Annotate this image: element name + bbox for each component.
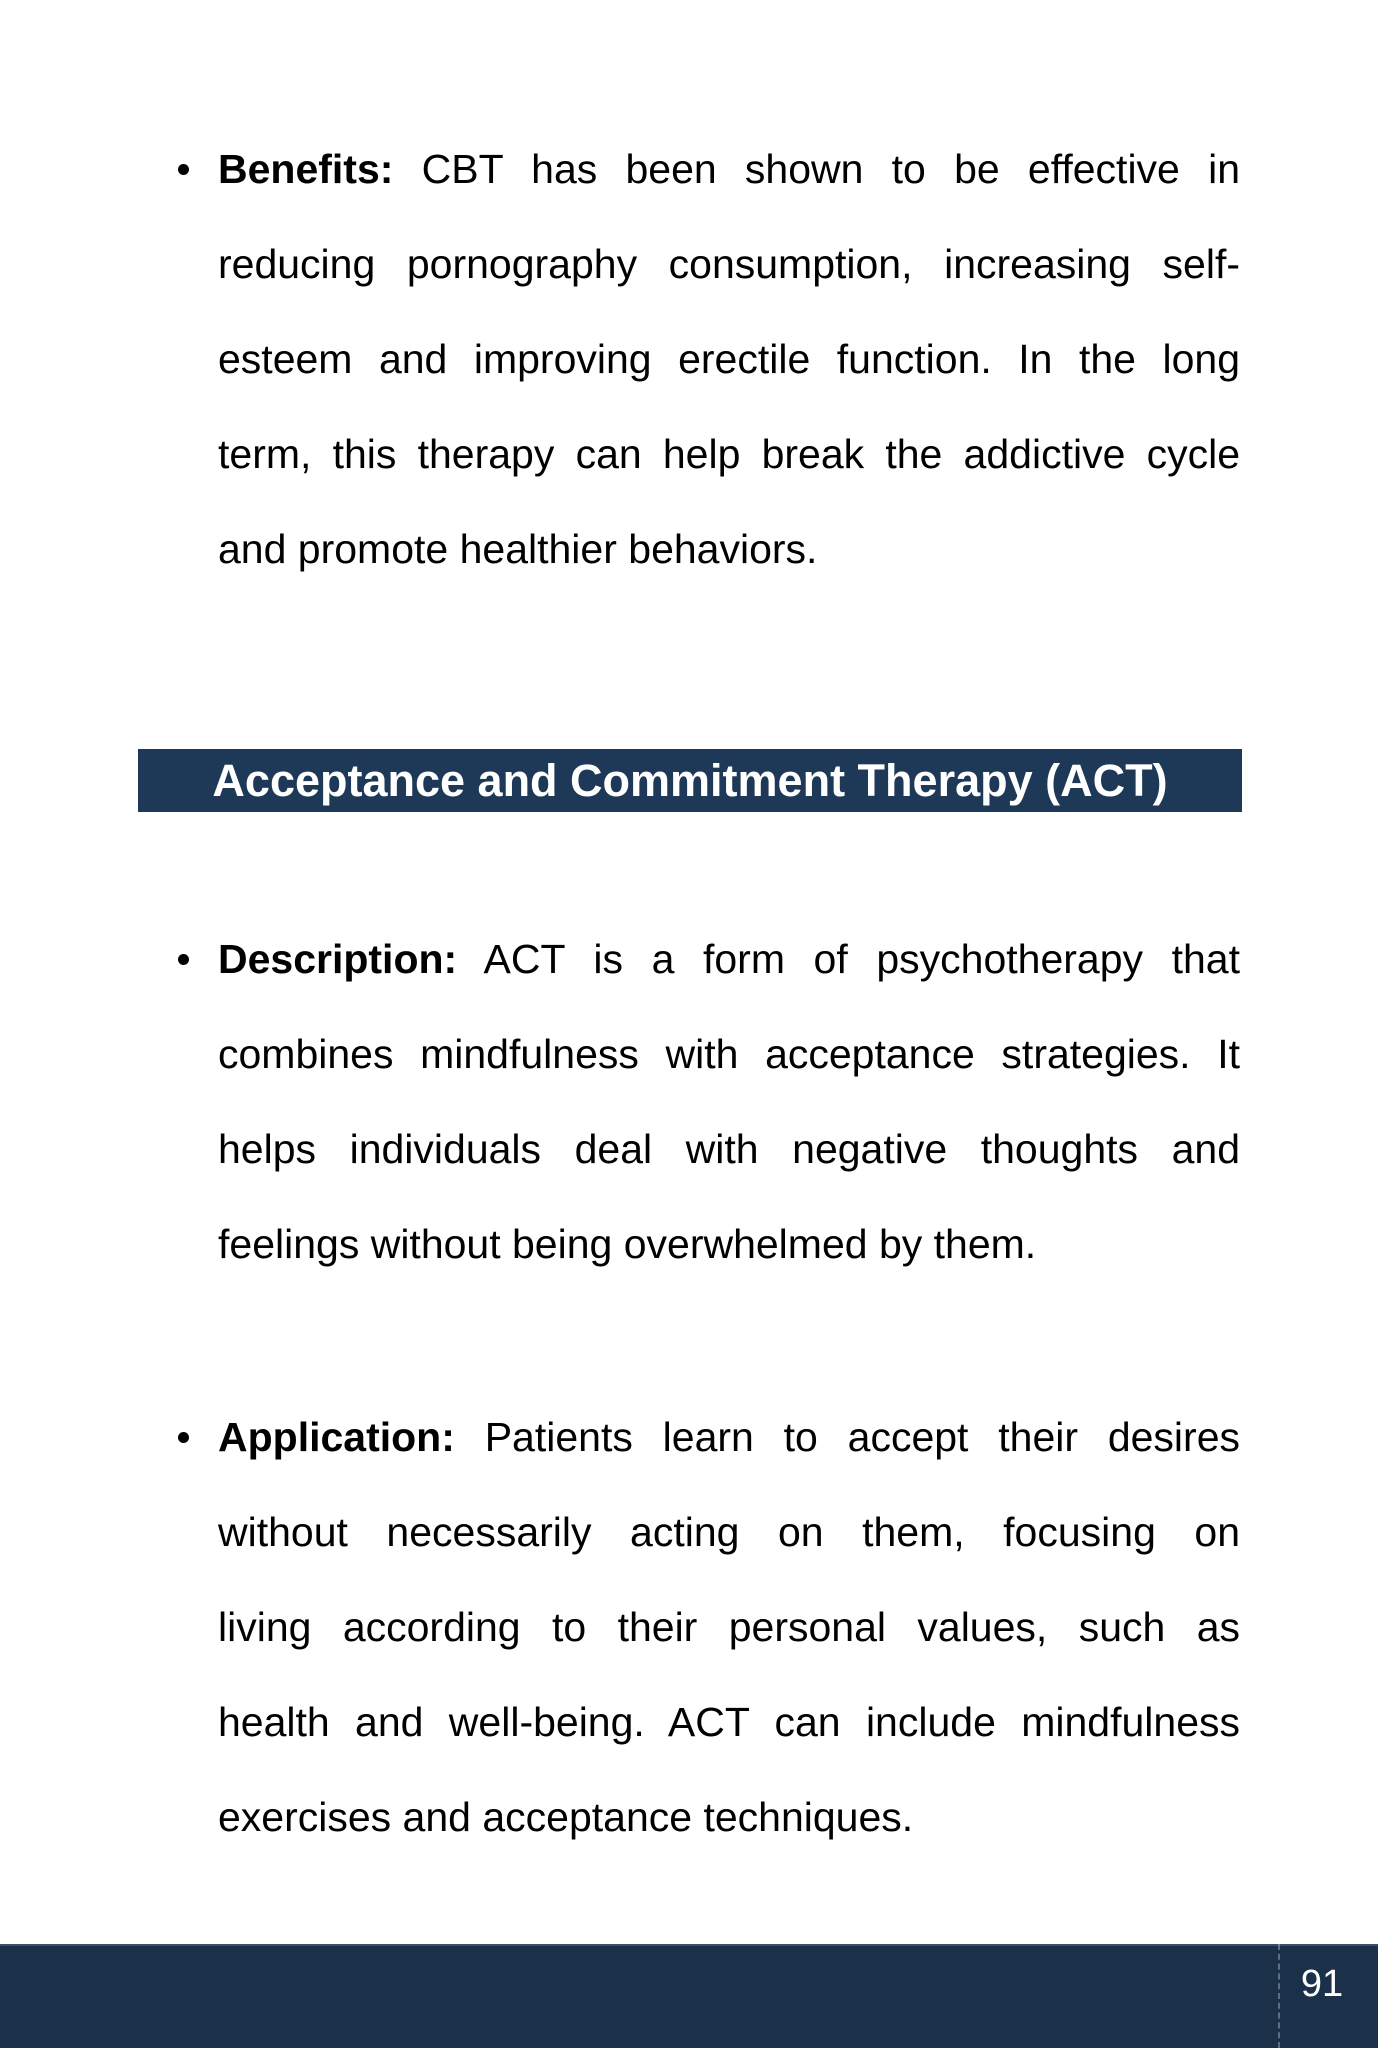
text-line: living according to their personal values, such as — [218, 1604, 1240, 1650]
text-line: feelings without being overwhelmed by them. — [218, 1221, 1037, 1267]
text-line — [218, 912, 1240, 1007]
text-line: helps individuals deal with negative thoughts and — [218, 1126, 1240, 1172]
text-line: without necessarily acting on them, focusing on — [218, 1509, 1240, 1555]
text-line: health and well-being. ACT can include mindfulness — [218, 1699, 1240, 1745]
text-line: reducing pornography consumption, increasing self- — [218, 241, 1240, 287]
text-line: combines mindfulness with acceptance strategies. It — [218, 1031, 1240, 1077]
page-number: 91 — [1300, 1962, 1344, 2005]
bullet-label: Application: — [218, 1414, 455, 1460]
text-run: ACT is a form of psychotherapy that — [483, 936, 1240, 982]
bullet-icon — [178, 164, 189, 175]
text-run: Patients learn to accept their desires — [484, 1414, 1240, 1460]
bullet-item-application — [218, 1390, 1240, 1865]
text-line: exercises and acceptance techniques. — [218, 1794, 914, 1840]
text-line — [218, 1390, 1240, 1485]
text-run: CBT has been shown to be effective in — [421, 146, 1240, 192]
section-title: Acceptance and Commitment Therapy (ACT) — [212, 754, 1168, 806]
text-line: esteem and improving erectile function. In the long — [218, 336, 1240, 382]
bullet-icon — [178, 1432, 189, 1443]
section-header-bar — [138, 749, 1242, 812]
bullet-label: Description: — [218, 936, 458, 982]
bullet-item-benefits — [218, 122, 1240, 597]
text-line — [218, 122, 1240, 217]
footer-bar — [0, 1944, 1378, 2048]
bullet-icon — [178, 954, 189, 965]
text-line: term, this therapy can help break the addictive cycle — [218, 431, 1240, 477]
bullet-label: Benefits: — [218, 146, 394, 192]
text-line: and promote healthier behaviors. — [218, 526, 818, 572]
bullet-item-description — [218, 912, 1240, 1292]
